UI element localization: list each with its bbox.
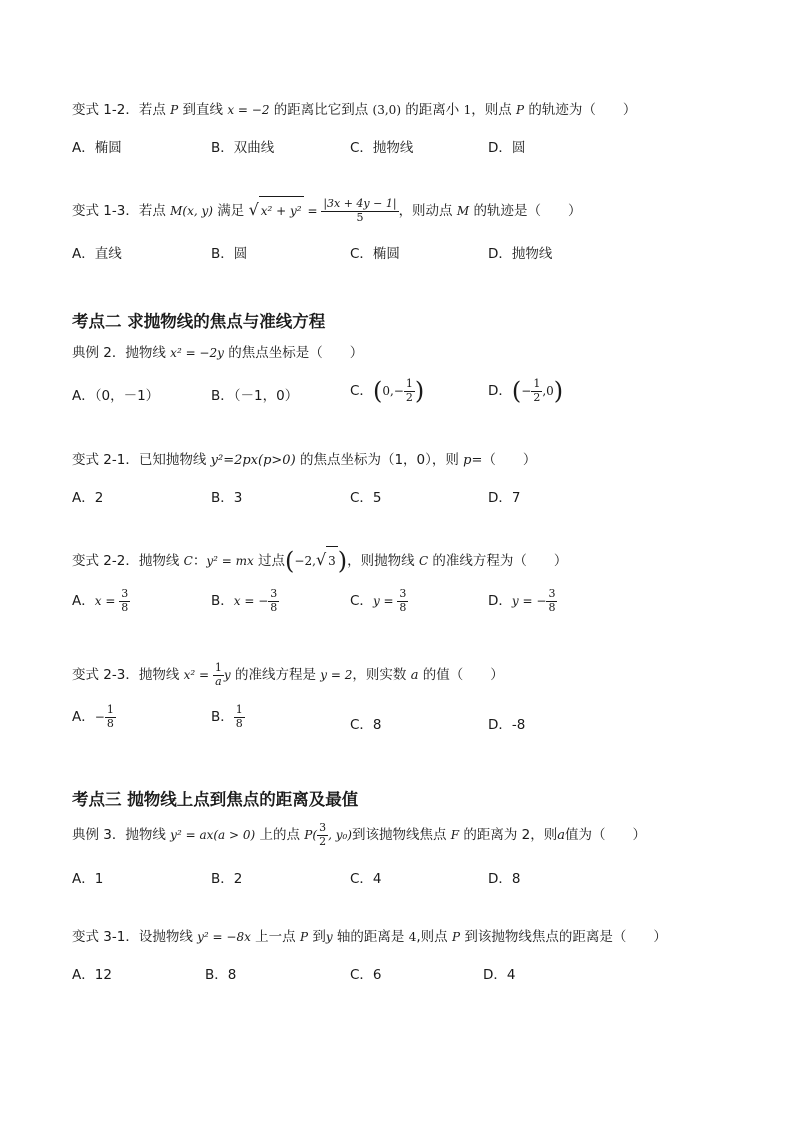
stem-text: 的距离小 [401, 102, 464, 118]
stem-text: 变式 2-3．抛物线 [72, 667, 184, 683]
stem-text: ，则抛物线 [347, 553, 419, 569]
option-a[interactable]: A．− $\frac{1}{8}$ [72, 703, 114, 730]
math-eq: y [223, 668, 231, 682]
stem-text: ，则点 [471, 102, 517, 118]
stem-text: ： [192, 553, 207, 569]
stem-text: 典例 3．抛物线 [72, 827, 171, 843]
option-b[interactable]: B．双曲线 [211, 140, 275, 156]
option-a[interactable]: A．x = $\frac{3}{8}$ [72, 587, 129, 614]
option-a[interactable]: A．直线 [72, 246, 122, 262]
math-text: −2, [294, 554, 316, 568]
option-b[interactable]: B．（－1，0） [211, 388, 299, 404]
example-2 [72, 347, 363, 361]
option-a[interactable]: A．（0，－1） [72, 388, 160, 404]
section-heading-3: 考点三 抛物线上点到焦点的距离及最值 [72, 790, 359, 809]
stem-text: 到 [308, 929, 326, 945]
math-p: P [516, 103, 525, 117]
option-d[interactable]: D．抛物线 [488, 246, 553, 262]
option-c[interactable]: C．y = $\frac{3}{8}$ [350, 587, 407, 614]
math-text: 0,− [382, 384, 404, 399]
option-d[interactable]: D．y = − $\frac{3}{8}$ [488, 587, 556, 614]
stem-text: 到该抛物线焦点的距离是（ ） [460, 929, 667, 945]
option-c[interactable]: C．抛物线 [350, 140, 414, 156]
radical-sign: √ [248, 200, 259, 219]
stem-text: 的值（ ） [418, 667, 504, 683]
option-b[interactable]: B．2 [211, 871, 243, 887]
stem-text: 变式 1-2．若点 [72, 102, 171, 118]
stem-text: ，则实数 [352, 667, 411, 683]
math-p: P [451, 930, 461, 944]
math-directrix: y = 2 [320, 668, 353, 682]
stem-text: （ ） [482, 452, 537, 468]
option-a[interactable]: A．椭圆 [72, 140, 122, 156]
math-c: C [183, 554, 193, 568]
question-2-1 [72, 454, 536, 468]
option-b[interactable]: B．x = − $\frac{3}{8}$ [211, 587, 278, 614]
frac-den: 5 [356, 210, 364, 224]
stem-text: 的准线方程为（ ） [428, 553, 568, 569]
math-fraction: $\frac{1}{2}$ [405, 377, 413, 404]
stem-text: 变式 3-1．设抛物线 [72, 929, 198, 945]
math-a: a [557, 828, 566, 843]
stem-text: 的焦点坐标为（1，0），则 [295, 452, 464, 468]
options-example-2 [72, 378, 732, 408]
option-b[interactable]: B．3 [211, 490, 243, 506]
math-fraction: $\frac{3}{8}$ [121, 587, 129, 614]
math-point: , y₀) [328, 828, 352, 842]
math-eq: x² = [183, 668, 213, 682]
math-fraction [321, 198, 398, 224]
stem-text: 上的点 [255, 827, 305, 843]
math-text: − [521, 384, 532, 399]
stem-text: 的距离为 2，则 [459, 827, 558, 843]
option-d[interactable]: D．8 [488, 871, 521, 887]
math-eq: y² = mx [206, 554, 254, 568]
stem-text: 变式 2-1．已知抛物线 [72, 452, 211, 468]
math-f: F [450, 828, 460, 842]
math-fraction: $\frac{3}{8}$ [270, 587, 278, 614]
math-eq: x² = −2y [170, 346, 224, 360]
math-y: y [325, 930, 333, 944]
math-four: 4 [408, 930, 417, 944]
math-fraction: $\frac{3}{8}$ [548, 587, 556, 614]
option-b[interactable]: B．圆 [211, 246, 248, 262]
math-p: P [170, 103, 179, 117]
stem-text: 的轨迹是（ ） [469, 203, 582, 219]
stem-text: ，则动点 [398, 203, 457, 219]
stem-text: 上一点 [250, 929, 300, 945]
stem-text: ,则点 [416, 929, 452, 945]
option-b[interactable]: B．8 [205, 967, 237, 983]
math-fraction: $\frac{3}{8}$ [399, 587, 407, 614]
option-label: C． [350, 383, 373, 400]
stem-text: 的距离比它到点 [269, 102, 373, 118]
question-3-1 [72, 931, 667, 945]
math-p: P [299, 930, 309, 944]
option-c[interactable]: C．椭圆 [350, 246, 400, 262]
math-sqrt-body: 3 [326, 546, 338, 575]
math-fraction: $\frac{1}{8}$ [235, 703, 243, 730]
stem-text: 变式 2-2．抛物线 [72, 553, 184, 569]
math-p-eq: p= [463, 453, 483, 468]
option-a[interactable]: A．1 [72, 871, 104, 887]
math-point: P( [304, 828, 318, 842]
option-label: D． [488, 383, 512, 400]
stem-text: 过点 [253, 553, 286, 569]
stem-text: 的准线方程是 [230, 667, 321, 683]
math-sqrt-body: x² + y² [259, 196, 304, 225]
stem-text: 到直线 [178, 102, 228, 118]
stem-text: 变式 1-3．若点 [72, 203, 171, 219]
options-2-3 [72, 704, 732, 738]
stem-text: 典例 2．抛物线 [72, 345, 171, 361]
math-eq: y²=2px(p>0) [210, 453, 296, 468]
math-a: a [410, 668, 419, 683]
options-2-2 [72, 588, 732, 622]
stem-text: 值为（ ） [565, 827, 647, 843]
section-heading-2: 考点二 求抛物线的焦点与准线方程 [72, 312, 326, 331]
frac-num: |3x + 4y − 1| [323, 196, 397, 210]
option-c[interactable]: C．(0,− $\frac{1}{2}$ ) [350, 377, 425, 406]
option-d[interactable]: D．4 [483, 967, 516, 983]
math-point: (3,0) [372, 103, 401, 117]
stem-text: 轴的距离是 [332, 929, 409, 945]
math-eq: y² = −8x [197, 930, 251, 944]
math-fraction: $\frac{1}{8}$ [106, 703, 114, 730]
stem-text: 的轨迹为（ ） [524, 102, 637, 118]
question-1-3 [72, 196, 581, 225]
option-c[interactable]: C．4 [350, 871, 382, 887]
option-c[interactable]: C．6 [350, 967, 382, 983]
math-eq: = [303, 204, 322, 218]
option-d[interactable]: D．7 [488, 490, 521, 506]
question-1-2 [72, 104, 636, 118]
question-2-2: 变式 2-2．抛物线 C：y² = mx 过点(−2,√ 3)，则抛物线 C 的准线方程为（ ） [72, 547, 568, 575]
math-m-point: M(x, y) [170, 204, 213, 218]
option-c[interactable]: C．8 [350, 717, 382, 733]
math-one: 1 [463, 103, 472, 117]
question-2-3 [72, 660, 504, 691]
option-d[interactable]: D．圆 [488, 140, 526, 156]
option-a[interactable]: A．2 [72, 490, 104, 506]
math-c: C [418, 554, 429, 568]
math-line-eq: x = −2 [227, 103, 270, 117]
math-eq: y² = ax(a > 0) [170, 828, 256, 842]
example-3 [72, 820, 646, 851]
stem-text: 满足 [212, 203, 249, 219]
stem-text: 的焦点坐标是（ ） [223, 345, 364, 361]
math-fraction: $\frac{1}{2}$ [533, 377, 541, 404]
option-d[interactable]: D．(− $\frac{1}{2}$ ,0) [488, 377, 564, 406]
option-c[interactable]: C．5 [350, 490, 382, 506]
math-fraction: $\frac{3}{2}$ [319, 820, 327, 848]
math-fraction: $\frac{1}{a}$ [214, 660, 222, 688]
option-b[interactable]: B． $\frac{1}{8}$ [211, 703, 243, 730]
option-a[interactable]: A．12 [72, 967, 112, 983]
stem-text: 到该抛物线焦点 [351, 827, 451, 843]
math-text: ,0 [542, 384, 554, 399]
math-m: M [456, 204, 470, 218]
radical-sign: √ [315, 550, 327, 569]
option-d[interactable]: D．-8 [488, 717, 526, 733]
